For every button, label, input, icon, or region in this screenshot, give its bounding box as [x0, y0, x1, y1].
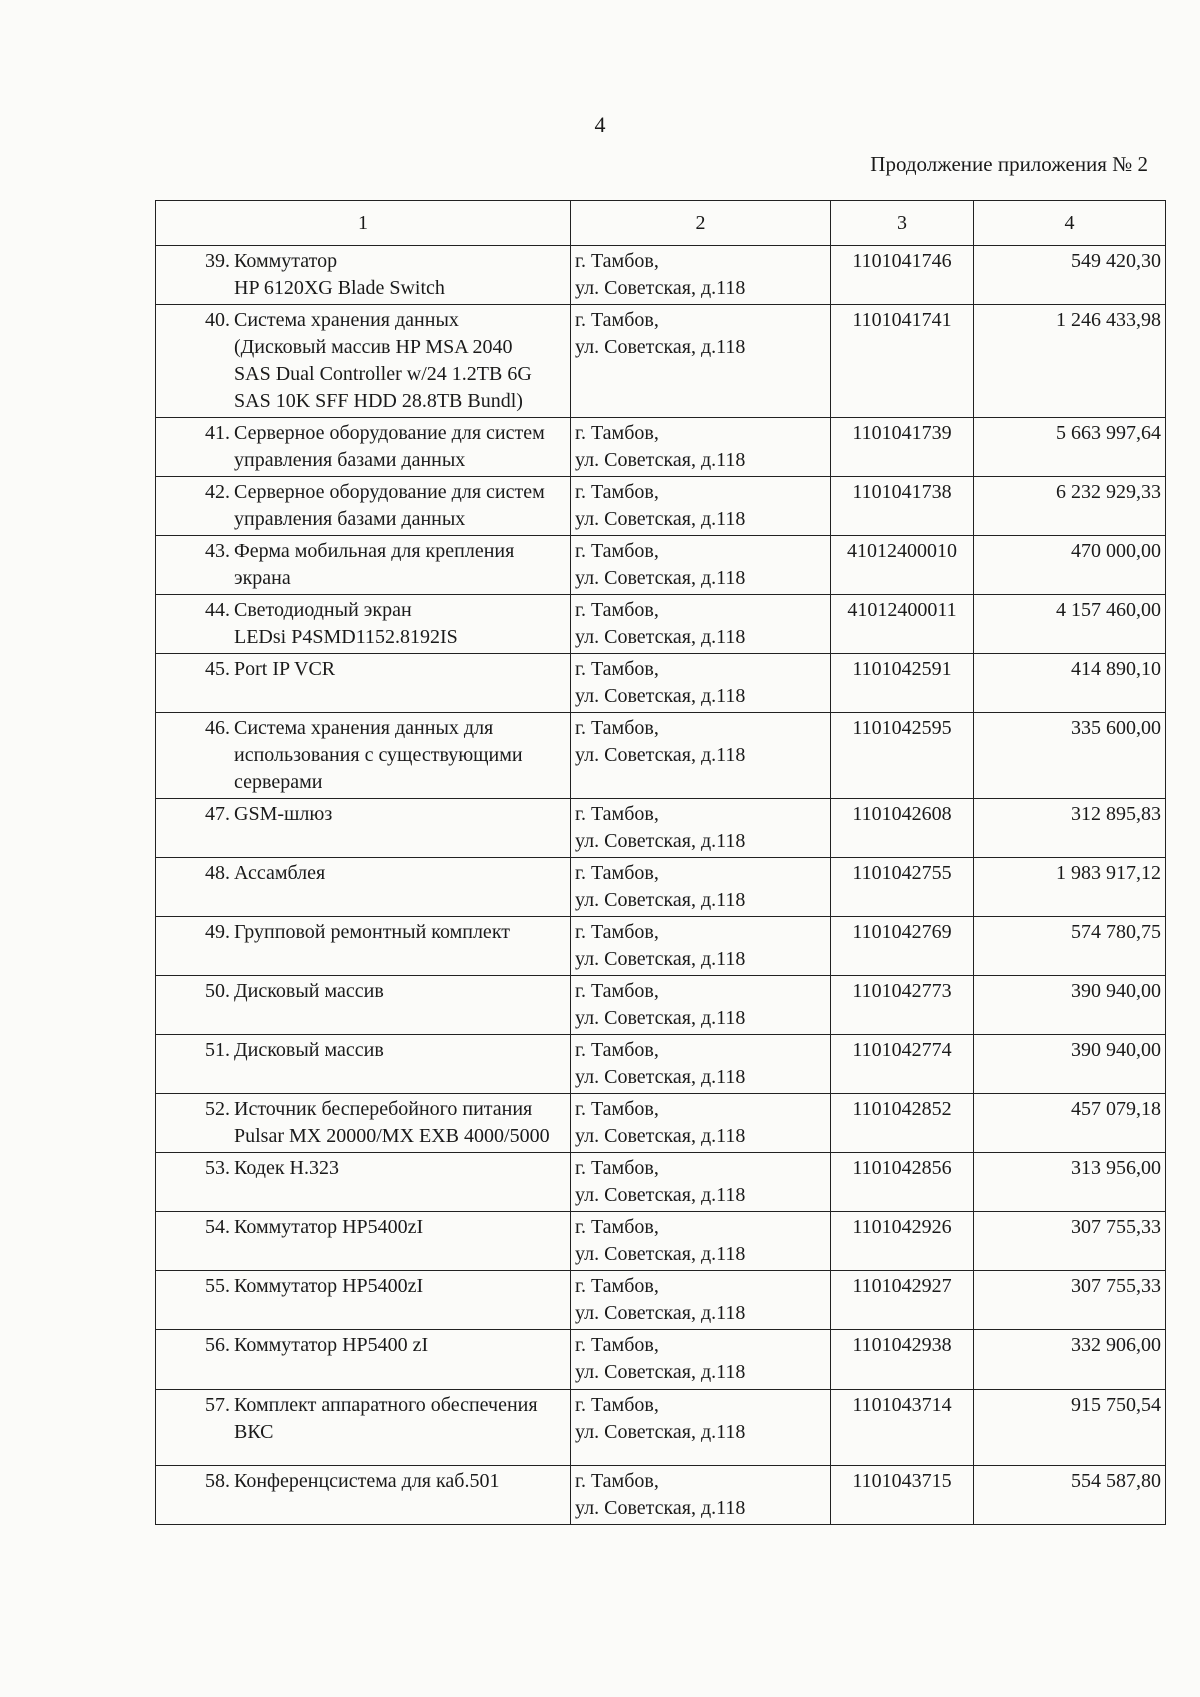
table-row	[156, 799, 1166, 858]
item-cost: 390 940,00	[974, 1035, 1166, 1094]
inventory-number: 1101042927	[831, 1271, 974, 1330]
item-number: 42.	[205, 481, 230, 503]
item-name-cell	[156, 1330, 571, 1390]
item-name: GSM-шлюз	[234, 803, 333, 825]
item-name: Система хранения данных для использования с существующими серверами	[234, 717, 523, 793]
item-number: 39.	[205, 250, 230, 272]
header-col-4: 4	[974, 201, 1166, 246]
item-address: г. Тамбов, ул. Советская, д.118	[571, 1390, 831, 1466]
item-address: г. Тамбов, ул. Советская, д.118	[571, 713, 831, 799]
inventory-number: 1101042856	[831, 1153, 974, 1212]
item-address: г. Тамбов, ул. Советская, д.118	[571, 246, 831, 305]
table-row	[156, 1094, 1166, 1153]
item-address: г. Тамбов, ул. Советская, д.118	[571, 1466, 831, 1525]
item-number: 44.	[205, 599, 230, 621]
inventory-number: 41012400010	[831, 536, 974, 595]
item-address: г. Тамбов, ул. Советская, д.118	[571, 799, 831, 858]
table-row	[156, 1212, 1166, 1271]
table-header-row	[156, 201, 1166, 246]
item-address: г. Тамбов, ул. Советская, д.118	[571, 305, 831, 418]
item-cost: 335 600,00	[974, 713, 1166, 799]
item-name-cell	[156, 1035, 571, 1094]
table-body	[156, 246, 1166, 1525]
item-cost: 332 906,00	[974, 1330, 1166, 1390]
item-name-cell	[156, 418, 571, 477]
item-number: 49.	[205, 921, 230, 943]
item-cost: 307 755,33	[974, 1271, 1166, 1330]
inventory-number: 1101042926	[831, 1212, 974, 1271]
item-address: г. Тамбов, ул. Советская, д.118	[571, 654, 831, 713]
item-name: Ассамблея	[234, 862, 326, 884]
item-cost: 6 232 929,33	[974, 477, 1166, 536]
item-name: Дисковый массив	[234, 980, 384, 1002]
item-name-cell	[156, 976, 571, 1035]
item-number: 48.	[205, 862, 230, 884]
item-cost: 457 079,18	[974, 1094, 1166, 1153]
table-row	[156, 1330, 1166, 1390]
table-row	[156, 477, 1166, 536]
header-col-3: 3	[831, 201, 974, 246]
item-number: 51.	[205, 1039, 230, 1061]
item-name: Комплект аппаратного обеспечения ВКС	[234, 1394, 538, 1443]
item-name: Групповой ремонтный комплект	[234, 921, 511, 943]
item-name: Коммутатор HP5400 zI	[234, 1334, 429, 1356]
item-name-cell	[156, 713, 571, 799]
item-name-cell	[156, 858, 571, 917]
inventory-number: 1101041738	[831, 477, 974, 536]
continuation-title: Продолжение приложения № 2	[870, 152, 1148, 176]
item-number: 43.	[205, 540, 230, 562]
item-name: Светодиодный экран LEDsi P4SMD1152.8192IS	[234, 599, 458, 648]
inventory-number: 1101043714	[831, 1390, 974, 1466]
item-cost: 549 420,30	[974, 246, 1166, 305]
item-address: г. Тамбов, ул. Советская, д.118	[571, 1271, 831, 1330]
item-address: г. Тамбов, ул. Советская, д.118	[571, 1330, 831, 1390]
inventory-number: 1101042591	[831, 654, 974, 713]
page-number: 4	[594, 112, 606, 137]
item-name-cell	[156, 305, 571, 418]
inventory-number: 1101042773	[831, 976, 974, 1035]
item-name-cell	[156, 917, 571, 976]
item-name: Серверное оборудование для систем управления базами данных	[234, 422, 545, 471]
inventory-number: 1101042769	[831, 917, 974, 976]
item-address: г. Тамбов, ул. Советская, д.118	[571, 418, 831, 477]
item-name: Дисковый массив	[234, 1039, 384, 1061]
inventory-number: 41012400011	[831, 595, 974, 654]
item-address: г. Тамбов, ул. Советская, д.118	[571, 1153, 831, 1212]
table-row	[156, 418, 1166, 477]
item-cost: 1 983 917,12	[974, 858, 1166, 917]
item-address: г. Тамбов, ул. Советская, д.118	[571, 1035, 831, 1094]
inventory-number: 1101042595	[831, 713, 974, 799]
item-name-cell	[156, 1466, 571, 1525]
inventory-number: 1101041741	[831, 305, 974, 418]
item-cost: 470 000,00	[974, 536, 1166, 595]
item-name: Серверное оборудование для систем управления базами данных	[234, 481, 545, 530]
item-name: Port IP VCR	[234, 658, 336, 680]
item-number: 55.	[205, 1275, 230, 1297]
inventory-number: 1101042774	[831, 1035, 974, 1094]
item-number: 40.	[205, 309, 230, 331]
item-name: Конференцсистема для каб.501	[234, 1470, 500, 1492]
table-row	[156, 595, 1166, 654]
header-col-1: 1	[156, 201, 571, 246]
item-address: г. Тамбов, ул. Советская, д.118	[571, 536, 831, 595]
table-row	[156, 654, 1166, 713]
table-row	[156, 1390, 1166, 1466]
item-name-cell	[156, 246, 571, 305]
item-address: г. Тамбов, ул. Советская, д.118	[571, 1094, 831, 1153]
item-number: 45.	[205, 658, 230, 680]
table-row	[156, 1035, 1166, 1094]
item-cost: 554 587,80	[974, 1466, 1166, 1525]
table-row	[156, 917, 1166, 976]
item-cost: 4 157 460,00	[974, 595, 1166, 654]
table-row	[156, 858, 1166, 917]
item-cost: 574 780,75	[974, 917, 1166, 976]
table-row	[156, 713, 1166, 799]
item-name: Источник бесперебойного питания Pulsar MX 20000/MX EXB 4000/5000	[234, 1098, 550, 1147]
item-cost: 414 890,10	[974, 654, 1166, 713]
table-row	[156, 305, 1166, 418]
item-cost: 307 755,33	[974, 1212, 1166, 1271]
item-cost: 312 895,83	[974, 799, 1166, 858]
item-address: г. Тамбов, ул. Советская, д.118	[571, 976, 831, 1035]
header-col-2: 2	[571, 201, 831, 246]
item-name: Кодек Н.323	[234, 1157, 339, 1179]
item-number: 50.	[205, 980, 230, 1002]
item-name: Ферма мобильная для крепления экрана	[234, 540, 515, 589]
item-cost: 915 750,54	[974, 1390, 1166, 1466]
item-number: 57.	[205, 1394, 230, 1416]
inventory-number: 1101042938	[831, 1330, 974, 1390]
item-address: г. Тамбов, ул. Советская, д.118	[571, 917, 831, 976]
item-name-cell	[156, 1094, 571, 1153]
item-address: г. Тамбов, ул. Советская, д.118	[571, 1212, 831, 1271]
item-number: 54.	[205, 1216, 230, 1238]
item-cost: 313 956,00	[974, 1153, 1166, 1212]
item-name-cell	[156, 1271, 571, 1330]
item-name: Коммутатор HP5400zI	[234, 1275, 424, 1297]
item-address: г. Тамбов, ул. Советская, д.118	[571, 858, 831, 917]
table-row	[156, 1466, 1166, 1525]
inventory-number: 1101041746	[831, 246, 974, 305]
item-name-cell	[156, 1390, 571, 1466]
item-name-cell	[156, 654, 571, 713]
table-row	[156, 1271, 1166, 1330]
inventory-number: 1101042608	[831, 799, 974, 858]
table-row	[156, 246, 1166, 305]
item-name-cell	[156, 1212, 571, 1271]
item-number: 53.	[205, 1157, 230, 1179]
item-name-cell	[156, 595, 571, 654]
table-row	[156, 536, 1166, 595]
item-address: г. Тамбов, ул. Советская, д.118	[571, 477, 831, 536]
item-name-cell	[156, 1153, 571, 1212]
item-name: Коммутатор HP5400zI	[234, 1216, 424, 1238]
item-name: Коммутатор HP 6120XG Blade Switch	[234, 250, 445, 299]
item-number: 56.	[205, 1334, 230, 1356]
item-number: 46.	[205, 717, 230, 739]
item-number: 58.	[205, 1470, 230, 1492]
item-name-cell	[156, 477, 571, 536]
item-cost: 390 940,00	[974, 976, 1166, 1035]
item-cost: 1 246 433,98	[974, 305, 1166, 418]
item-address: г. Тамбов, ул. Советская, д.118	[571, 595, 831, 654]
inventory-number: 1101042755	[831, 858, 974, 917]
inventory-number: 1101042852	[831, 1094, 974, 1153]
property-table-container	[155, 200, 1165, 1525]
item-number: 41.	[205, 422, 230, 444]
item-number: 47.	[205, 803, 230, 825]
inventory-number: 1101041739	[831, 418, 974, 477]
item-name: Система хранения данных (Дисковый массив HP MSA 2040 SAS Dual Controller w/24 1.2TB 6G SAS 10K SFF HDD 28.8TB Bundl)	[234, 309, 532, 412]
item-name-cell	[156, 536, 571, 595]
item-name-cell	[156, 799, 571, 858]
table-row	[156, 1153, 1166, 1212]
table-row	[156, 976, 1166, 1035]
item-cost: 5 663 997,64	[974, 418, 1166, 477]
property-table	[155, 200, 1166, 1525]
inventory-number: 1101043715	[831, 1466, 974, 1525]
item-number: 52.	[205, 1098, 230, 1120]
